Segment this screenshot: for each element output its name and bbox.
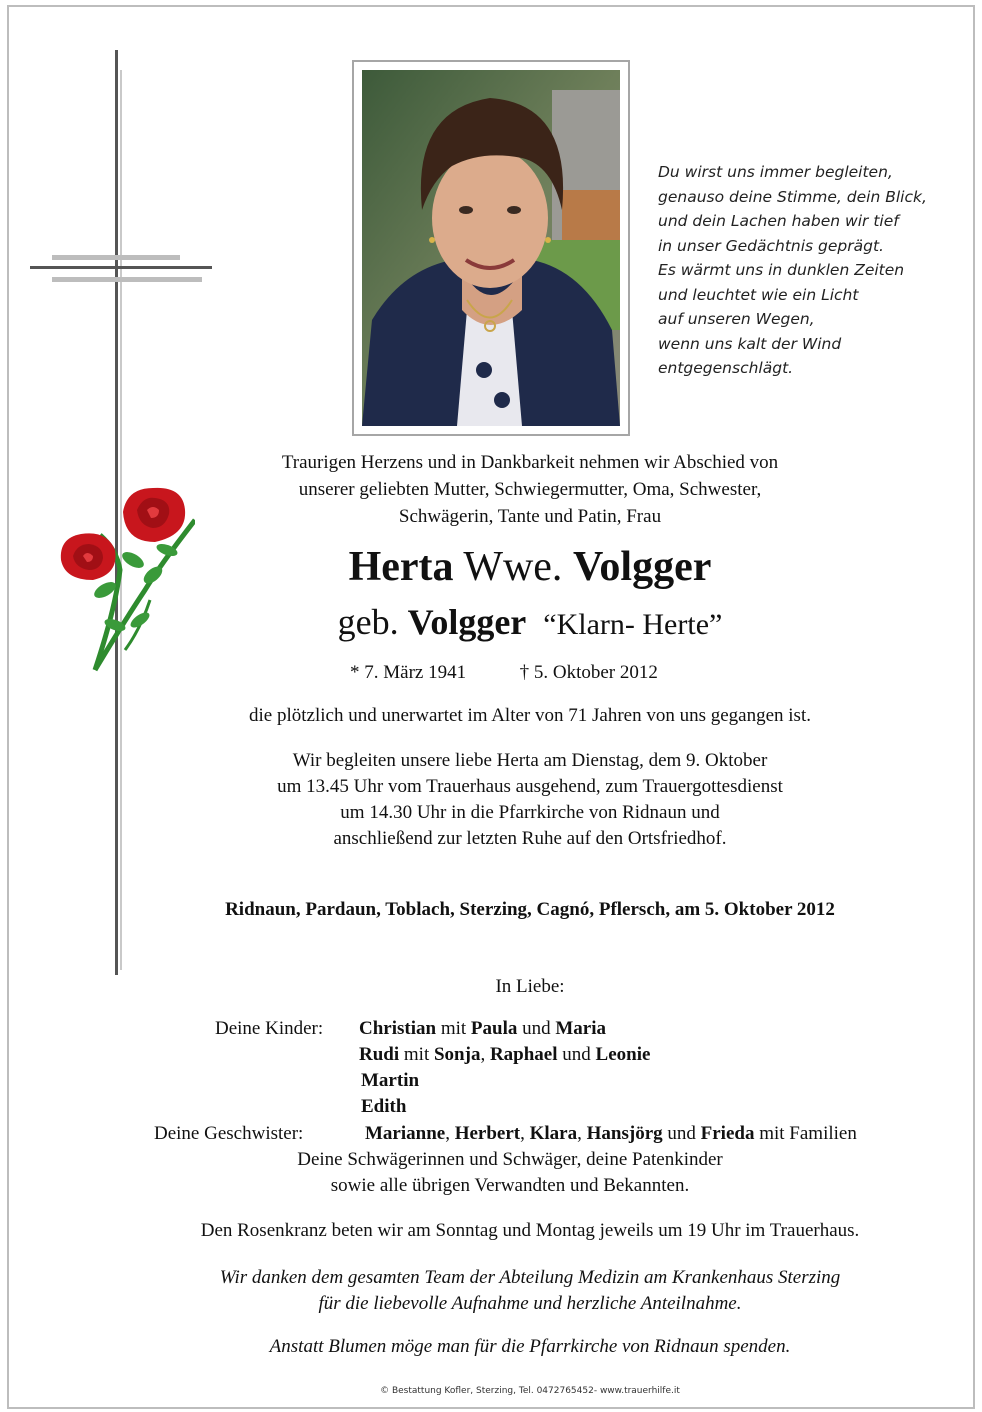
child-name: Martin (361, 1070, 420, 1091)
poem-line: und leuchtet wie ein Licht (658, 285, 859, 304)
places-date: Ridnaun, Pardaun, Toblach, Sterzing, Cagnó, Pflersch, am 5. Oktober 2012 (225, 899, 835, 920)
intro-line: unserer geliebten Mutter, Schwiegermutter, Oma, Schwester, (298, 479, 762, 500)
children-row (359, 1042, 650, 1068)
poem (658, 160, 978, 381)
connector-text: , (520, 1123, 530, 1144)
intro-line: Schwägerin, Tante und Patin, Frau (398, 506, 662, 527)
connector-text: mit Familien (754, 1123, 857, 1144)
connector-text: , (445, 1123, 455, 1144)
thanks-line: Wir danken dem gesamten Team der Abteilung Medizin am Krankenhaus Sterzing (219, 1267, 841, 1288)
grandchild-name: Raphael (489, 1044, 558, 1065)
siblings-row (365, 1121, 857, 1147)
sibling-name: Marianne (365, 1123, 446, 1144)
children-label: Deine Kinder: (215, 1018, 324, 1039)
in-love-label: In Liebe: (495, 976, 565, 997)
poem-line: in unser Gedächtnis geprägt. (658, 236, 884, 255)
last-name: Volgger (572, 544, 712, 590)
grandchild-name: Maria (555, 1018, 607, 1039)
life-dates (350, 660, 658, 686)
thanks-line: für die liebevolle Aufnahme und herzliche Anteilnahme. (318, 1293, 742, 1314)
rosary-text: Den Rosenkranz beten wir am Sonntag und Montag jeweils um 19 Uhr im Trauerhaus. (200, 1220, 860, 1241)
nickname: “Klarn- Herte” (543, 608, 723, 641)
portrait-photo-frame (352, 60, 630, 436)
flowers-text: Anstatt Blumen möge man für die Pfarrkirche von Ridnaun spenden. (269, 1336, 791, 1357)
connector-text: und (557, 1044, 596, 1065)
poem-line: Du wirst uns immer begleiten, (658, 163, 893, 181)
connector-text: , (577, 1123, 587, 1144)
grandchild-name: Leonie (595, 1044, 651, 1065)
widow-title: Wwe. (463, 544, 563, 590)
portrait-photo (362, 70, 620, 426)
first-name: Herta (348, 544, 454, 590)
spouse-name: Paula (470, 1018, 518, 1039)
sibling-name: Frieda (700, 1123, 755, 1144)
death-date: † 5. Oktober 2012 (519, 662, 658, 683)
relatives-line: sowie alle übrigen Verwandten und Bekannten. (330, 1175, 690, 1196)
poem-line: auf unseren Wegen, (658, 310, 815, 328)
child-name: Christian (359, 1018, 437, 1039)
deceased-name (160, 541, 900, 593)
poem-line: wenn uns kalt der Wind (658, 334, 842, 353)
sibling-name: Klara (529, 1123, 578, 1144)
children-row (361, 1068, 419, 1094)
relatives-text (140, 1147, 880, 1199)
footer-credit: © Bestattung Kofler, Sterzing, Tel. 0472765452- www.trauerhilfe.it (380, 1386, 680, 1396)
child-name: Edith (361, 1096, 407, 1117)
born-prefix: geb. (337, 602, 399, 642)
maiden-last-name: Volgger (407, 602, 527, 642)
relatives-line: Deine Schwägerinnen und Schwäger, deine Patenkinder (297, 1149, 723, 1170)
connector-text: , (480, 1044, 490, 1065)
funeral-line: um 13.45 Uhr vom Trauerhaus ausgehend, zum Trauergottesdienst (277, 776, 783, 797)
rose-icon (61, 533, 116, 580)
siblings-label: Deine Geschwister: (154, 1123, 304, 1144)
poem-line: entgegenschlägt. (658, 359, 794, 377)
children-row (361, 1094, 406, 1120)
funeral-line: Wir begleiten unsere liebe Herta am Dienstag, dem 9. Oktober (292, 750, 768, 771)
funeral-line: anschließend zur letzten Ruhe auf den Ortsfriedhof. (333, 828, 727, 849)
connector-text: und (662, 1123, 701, 1144)
spouse-name: Sonja (433, 1044, 481, 1065)
child-name: Rudi (359, 1044, 400, 1065)
thanks-text (100, 1265, 960, 1317)
maiden-name (160, 598, 900, 649)
poem-line: Es wärmt uns in dunklen Zeiten (658, 261, 905, 279)
connector-text: und (517, 1018, 556, 1039)
connector-text: mit (436, 1018, 471, 1039)
sibling-name: Hansjörg (586, 1123, 663, 1144)
connector-text: mit (399, 1044, 434, 1065)
funeral-info (160, 748, 900, 852)
intro-line: Traurigen Herzens und in Dankbarkeit nehmen wir Abschied von (281, 452, 779, 473)
intro-text (160, 449, 900, 530)
poem-line: genauso deine Stimme, dein Blick, (658, 187, 927, 206)
poem-line: und dein Lachen haben wir tief (658, 212, 899, 230)
funeral-line: um 14.30 Uhr in die Pfarrkirche von Ridnaun und (340, 802, 720, 823)
children-row (359, 1016, 606, 1042)
birth-date: * 7. März 1941 (350, 662, 467, 683)
passed-text: die plötzlich und unerwartet im Alter von 71 Jahren von uns gegangen ist. (249, 705, 811, 726)
sibling-name: Herbert (454, 1123, 521, 1144)
